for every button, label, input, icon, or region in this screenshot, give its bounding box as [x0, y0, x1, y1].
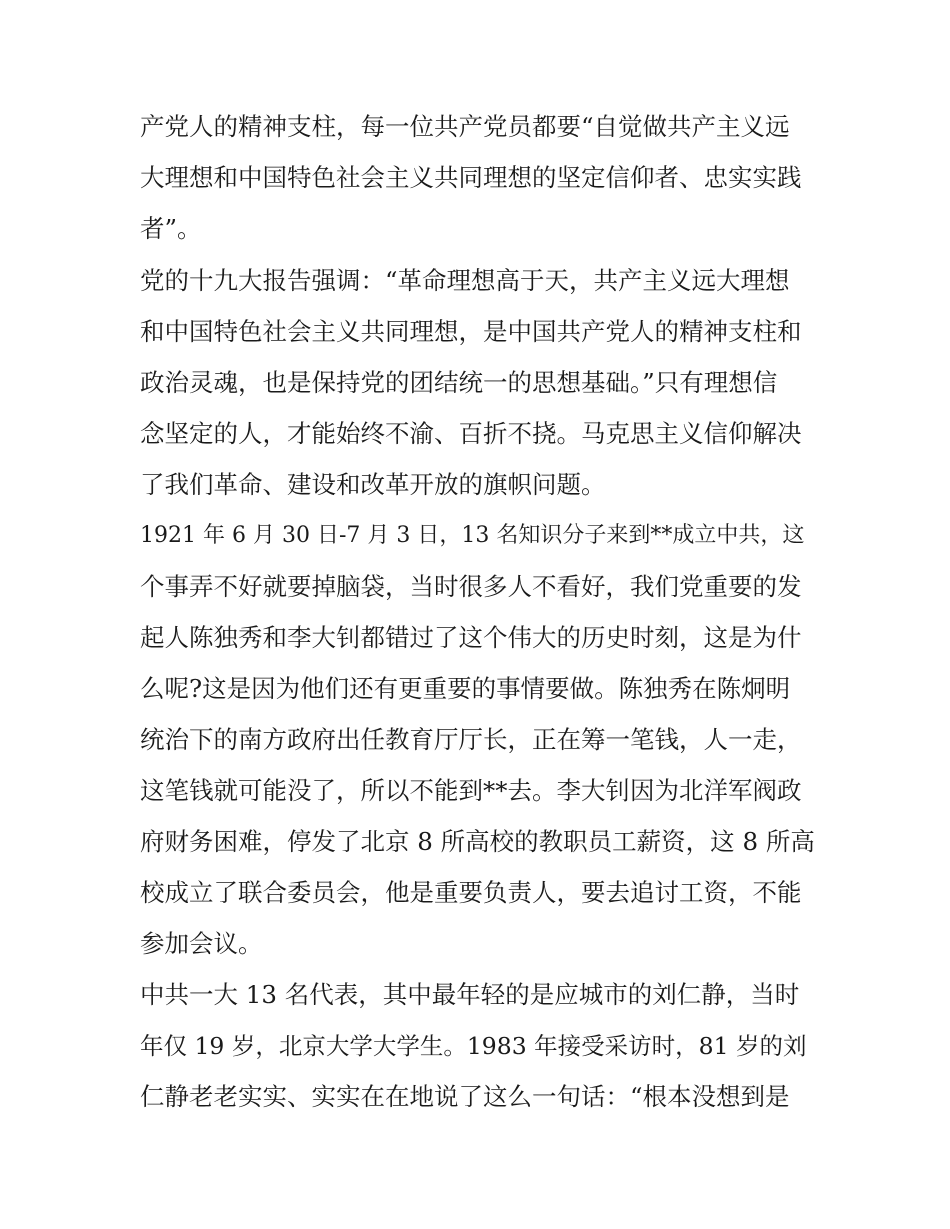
- text-line: 党的十九大报告强调：“革命理想高于天，共产主义远大理想: [140, 266, 790, 295]
- text-line: 么呢?这是因为他们还有更重要的事情要做。陈独秀在陈炯明: [140, 674, 791, 703]
- text-line: 参加会议。: [140, 929, 263, 958]
- text-line: 这笔钱就可能没了，所以不能到**去。李大钊因为北洋军阀政: [140, 776, 802, 805]
- text-line: 起人陈独秀和李大钊都错过了这个伟大的历史时刻，这是为什: [140, 623, 802, 652]
- text-line: 念坚定的人，才能始终不渝、百折不挠。马克思主义信仰解决: [140, 419, 802, 448]
- text-line: 产党人的精神支柱，每一位共产党员都要“自觉做共产主义远: [140, 112, 790, 141]
- text-line: 和中国特色社会主义共同理想，是中国共产党人的精神支柱和: [140, 317, 802, 346]
- text-line: 者”。: [140, 214, 202, 243]
- text-line: 校成立了联合委员会，他是重要负责人，要去追讨工资，不能: [140, 878, 802, 907]
- text-line: 中共一大 13 名代表，其中最年轻的是应城市的刘仁静，当时: [140, 980, 800, 1009]
- text-line: 府财务困难，停发了北京 8 所高校的教职员工薪资，这 8 所高: [140, 827, 815, 856]
- text-line: 1921 年 6 月 30 日-7 月 3 日，13 名知识分子来到**成立中共，这: [140, 523, 805, 548]
- text-line: 年仅 19 岁，北京大学大学生。1983 年接受采访时，81 岁的刘: [140, 1032, 807, 1060]
- text-line: 仁静老老实实、实实在在地说了这么一句话：“根本没想到是: [140, 1082, 790, 1111]
- text-line: 个事弄不好就要掉脑袋，当时很多人不看好，我们党重要的发: [140, 572, 802, 601]
- text-line: 了我们革命、建设和改革开放的旗帜问题。: [140, 470, 606, 499]
- text-line: 统治下的南方政府出任教育厅厅长，正在筹一笔钱，人一走，: [140, 725, 802, 754]
- text-line: 政治灵魂，也是保持党的团结统一的思想基础。”只有理想信: [140, 368, 778, 397]
- text-line: 大理想和中国特色社会主义共同理想的坚定信仰者、忠实实践: [140, 163, 802, 192]
